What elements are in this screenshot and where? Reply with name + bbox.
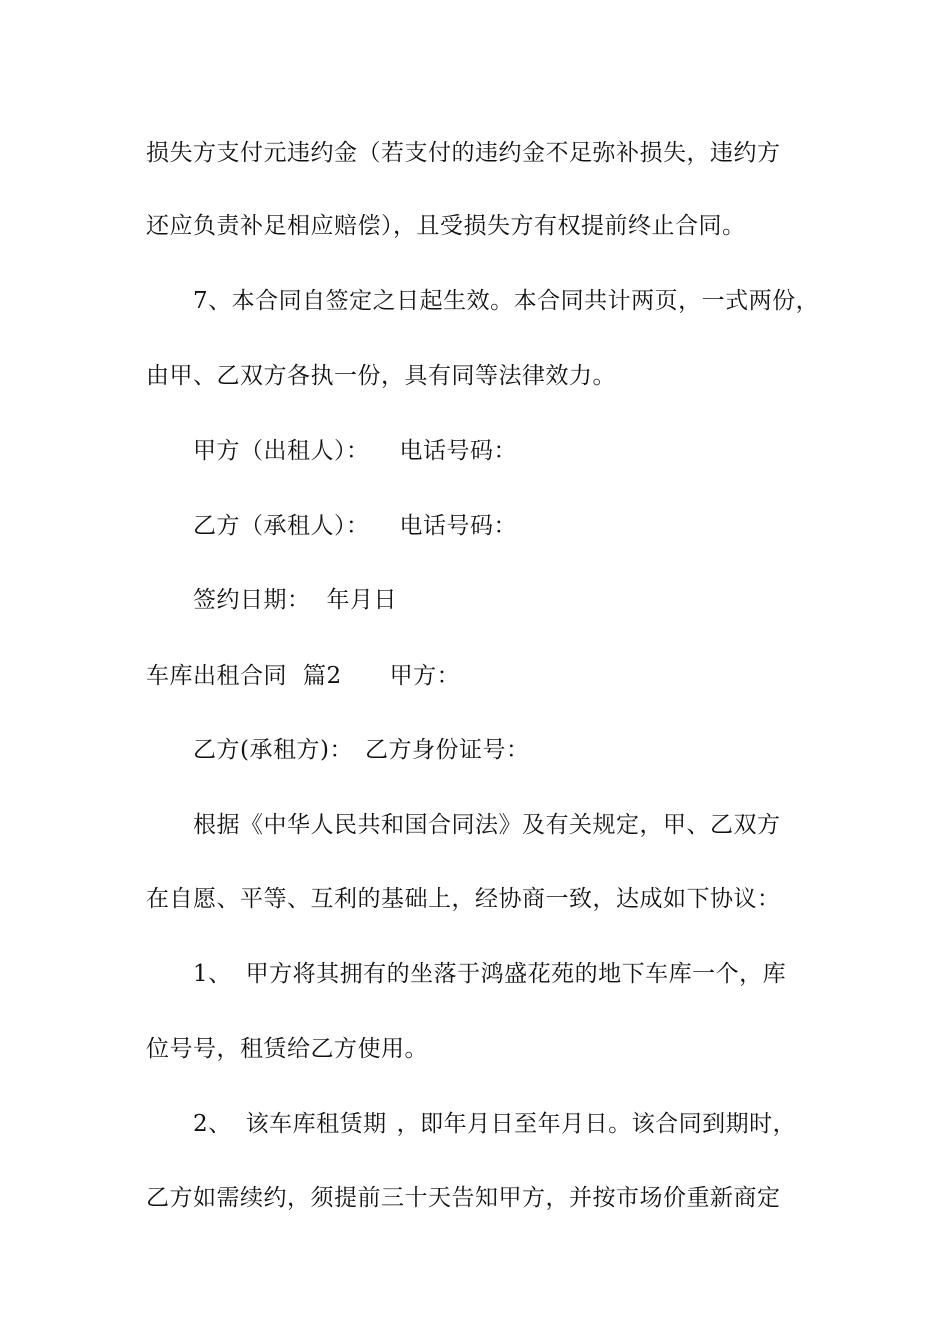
paragraph-line bbox=[146, 884, 781, 914]
section-heading-line bbox=[146, 661, 460, 691]
signature-line-party-b bbox=[193, 511, 517, 541]
phone-label: 电话号码： bbox=[399, 438, 517, 464]
text: 甲方将其拥有的坐落于鸿盛花苑的地下车库一个，库 bbox=[245, 961, 787, 987]
paragraph-line bbox=[146, 1183, 781, 1213]
text: 在自愿、平等、互利的基础上，经协商一致，达成如下协议： bbox=[146, 886, 781, 912]
party-b-id-line bbox=[193, 735, 529, 765]
text: 7、本合同自签定之日起生效。本合同共计两页，一式两份， bbox=[193, 288, 820, 314]
text: 由甲、乙双方各执一份，具有同等法律效力。 bbox=[146, 363, 616, 389]
paragraph-line bbox=[146, 1034, 428, 1064]
clause-line bbox=[193, 959, 786, 989]
text: 乙方如需续约，须提前三十天告知甲方，并按市场价重新商定 bbox=[146, 1185, 781, 1211]
text: 损失方支付元违约金（若支付的违约金不足弥补损失，违约方 bbox=[146, 140, 781, 166]
sign-date-label: 签约日期： bbox=[193, 587, 311, 613]
party-b-label: 乙方(承租方)： bbox=[193, 737, 353, 763]
id-number-label: 乙方身份证号： bbox=[364, 737, 530, 763]
text: 还应负责补足相应赔偿），且受损失方有权提前终止合同。 bbox=[146, 213, 746, 239]
text: 该车库租赁期 bbox=[245, 1111, 387, 1137]
date-placeholder: 年月日 bbox=[326, 587, 397, 613]
clause-line bbox=[193, 1109, 796, 1139]
clause-number: 2、 bbox=[193, 1111, 232, 1137]
paragraph-line bbox=[146, 211, 746, 241]
clause-number: 1、 bbox=[193, 961, 232, 987]
section-number: 篇2 bbox=[303, 663, 342, 689]
party-a-label: 甲方（出租人）： bbox=[193, 438, 370, 464]
signature-line-party-a bbox=[193, 436, 517, 466]
phone-label: 电话号码： bbox=[399, 513, 517, 539]
text: 位号号，租赁给乙方使用。 bbox=[146, 1036, 428, 1062]
paragraph-line bbox=[193, 810, 781, 840]
paragraph-line bbox=[146, 138, 781, 168]
paragraph-line bbox=[193, 286, 819, 316]
paragraph-line bbox=[146, 361, 616, 391]
party-a-label: 甲方： bbox=[389, 663, 461, 689]
text: 根据《中华人民共和国合同法》及有关规定，甲、乙双方 bbox=[193, 812, 781, 838]
party-b-label: 乙方（承租人）： bbox=[193, 513, 370, 539]
text: ，即年月日至年月日。该合同到期时， bbox=[396, 1111, 797, 1137]
sign-date-line bbox=[193, 585, 397, 615]
section-title: 车库出租合同 bbox=[146, 663, 287, 689]
